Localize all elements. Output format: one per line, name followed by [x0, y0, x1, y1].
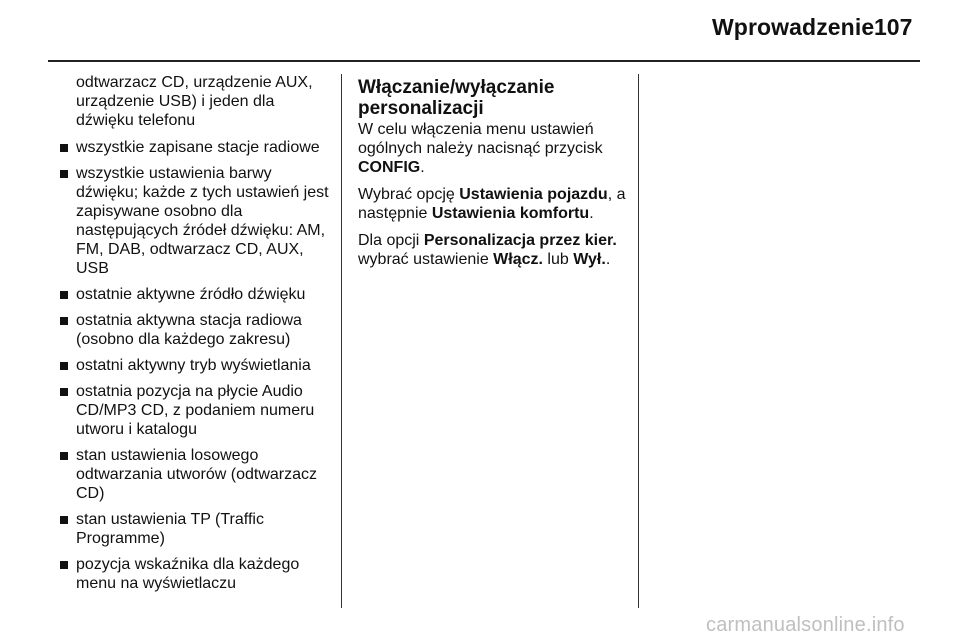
bullet-text: pozycja wskaźnika dla każdego menu na wyświetlaczu — [76, 556, 300, 592]
paragraph-text: wybrać ustawienie — [358, 251, 494, 268]
paragraph-end: . — [420, 159, 425, 176]
square-bullet-icon — [60, 291, 68, 299]
config-button-label: CONFIG — [358, 159, 421, 176]
paragraph-text: lub — [542, 251, 574, 268]
middle-column — [358, 77, 630, 277]
bullet-text: ostatnia aktywna stacja radiowa (osobno dla każdego zakresu) — [76, 312, 302, 348]
page-number: 107 — [874, 14, 913, 40]
menu-option-vehicle-settings: Ustawienia pojazdu — [459, 186, 608, 203]
square-bullet-icon — [60, 561, 68, 569]
paragraph-text: Wybrać opcję — [358, 186, 460, 203]
bullet-item — [60, 311, 332, 349]
square-bullet-icon — [60, 317, 68, 325]
square-bullet-icon — [60, 388, 68, 396]
paragraph-personalization — [358, 231, 630, 269]
square-bullet-icon — [60, 452, 68, 460]
page-header-title: Wprowadzenie — [712, 14, 875, 40]
left-column — [60, 73, 332, 600]
bullet-item — [60, 555, 332, 593]
bullet-item — [60, 164, 332, 278]
section-heading: Włączanie/wyłączanie personalizacji — [358, 77, 555, 119]
square-bullet-icon — [60, 144, 68, 152]
bullet-item — [60, 285, 332, 304]
paragraph-end: . — [589, 205, 594, 222]
bullet-text: stan ustawienia TP (Traffic Programme) — [76, 511, 264, 547]
menu-option-comfort-settings: Ustawienia komfortu — [431, 205, 590, 222]
square-bullet-icon — [60, 516, 68, 524]
paragraph-text: , a następnie — [358, 186, 626, 222]
watermark: carmanualsonline.info — [706, 614, 905, 636]
column-divider-left — [341, 74, 342, 608]
setting-off-label: Wył. — [573, 251, 606, 268]
bullet-text: stan ustawienia losowego odtwarzania utworów (odtwarzacz CD) — [76, 447, 317, 502]
paragraph-vehicle-settings — [358, 185, 630, 223]
bullet-text: ostatnia pozycja na płycie Audio CD/MP3 CD, z podaniem numeru utworu i katalogu — [76, 383, 315, 438]
paragraph-text: W celu włączenia menu ustawień ogólnych należy nacisnąć przycisk — [358, 121, 603, 157]
square-bullet-icon — [60, 362, 68, 370]
header-divider — [48, 60, 920, 62]
menu-option-personalization: Personalizacja przez kier. — [423, 232, 617, 249]
paragraph-config — [358, 120, 630, 177]
bullet-text: ostatni aktywny tryb wyświetlania — [76, 357, 311, 374]
square-bullet-icon — [60, 170, 68, 178]
paragraph-end: . — [605, 251, 611, 268]
bullet-list — [60, 138, 332, 593]
setting-on-label: Włącz. — [493, 251, 543, 268]
bullet-text: ostatnie aktywne źródło dźwięku — [76, 286, 306, 303]
paragraph-text: Dla opcji — [358, 232, 424, 249]
bullet-item — [60, 446, 332, 503]
bullet-text: wszystkie ustawienia barwy dźwięku; każde z tych ustawień jest zapisywane osobno dla następujących źródeł dźwięku: AM, FM, DAB, odtwarzacz CD, AUX, USB — [76, 165, 329, 277]
continuation-text: odtwarzacz CD, urządzenie AUX, urządzenie USB) i jeden dla dźwięku telefonu — [76, 74, 313, 129]
bullet-item — [60, 510, 332, 548]
bullet-item — [60, 356, 332, 375]
bullet-text: wszystkie zapisane stacje radiowe — [76, 139, 320, 156]
column-divider-right — [638, 74, 639, 608]
bullet-item — [60, 138, 332, 157]
bullet-item — [60, 382, 332, 439]
